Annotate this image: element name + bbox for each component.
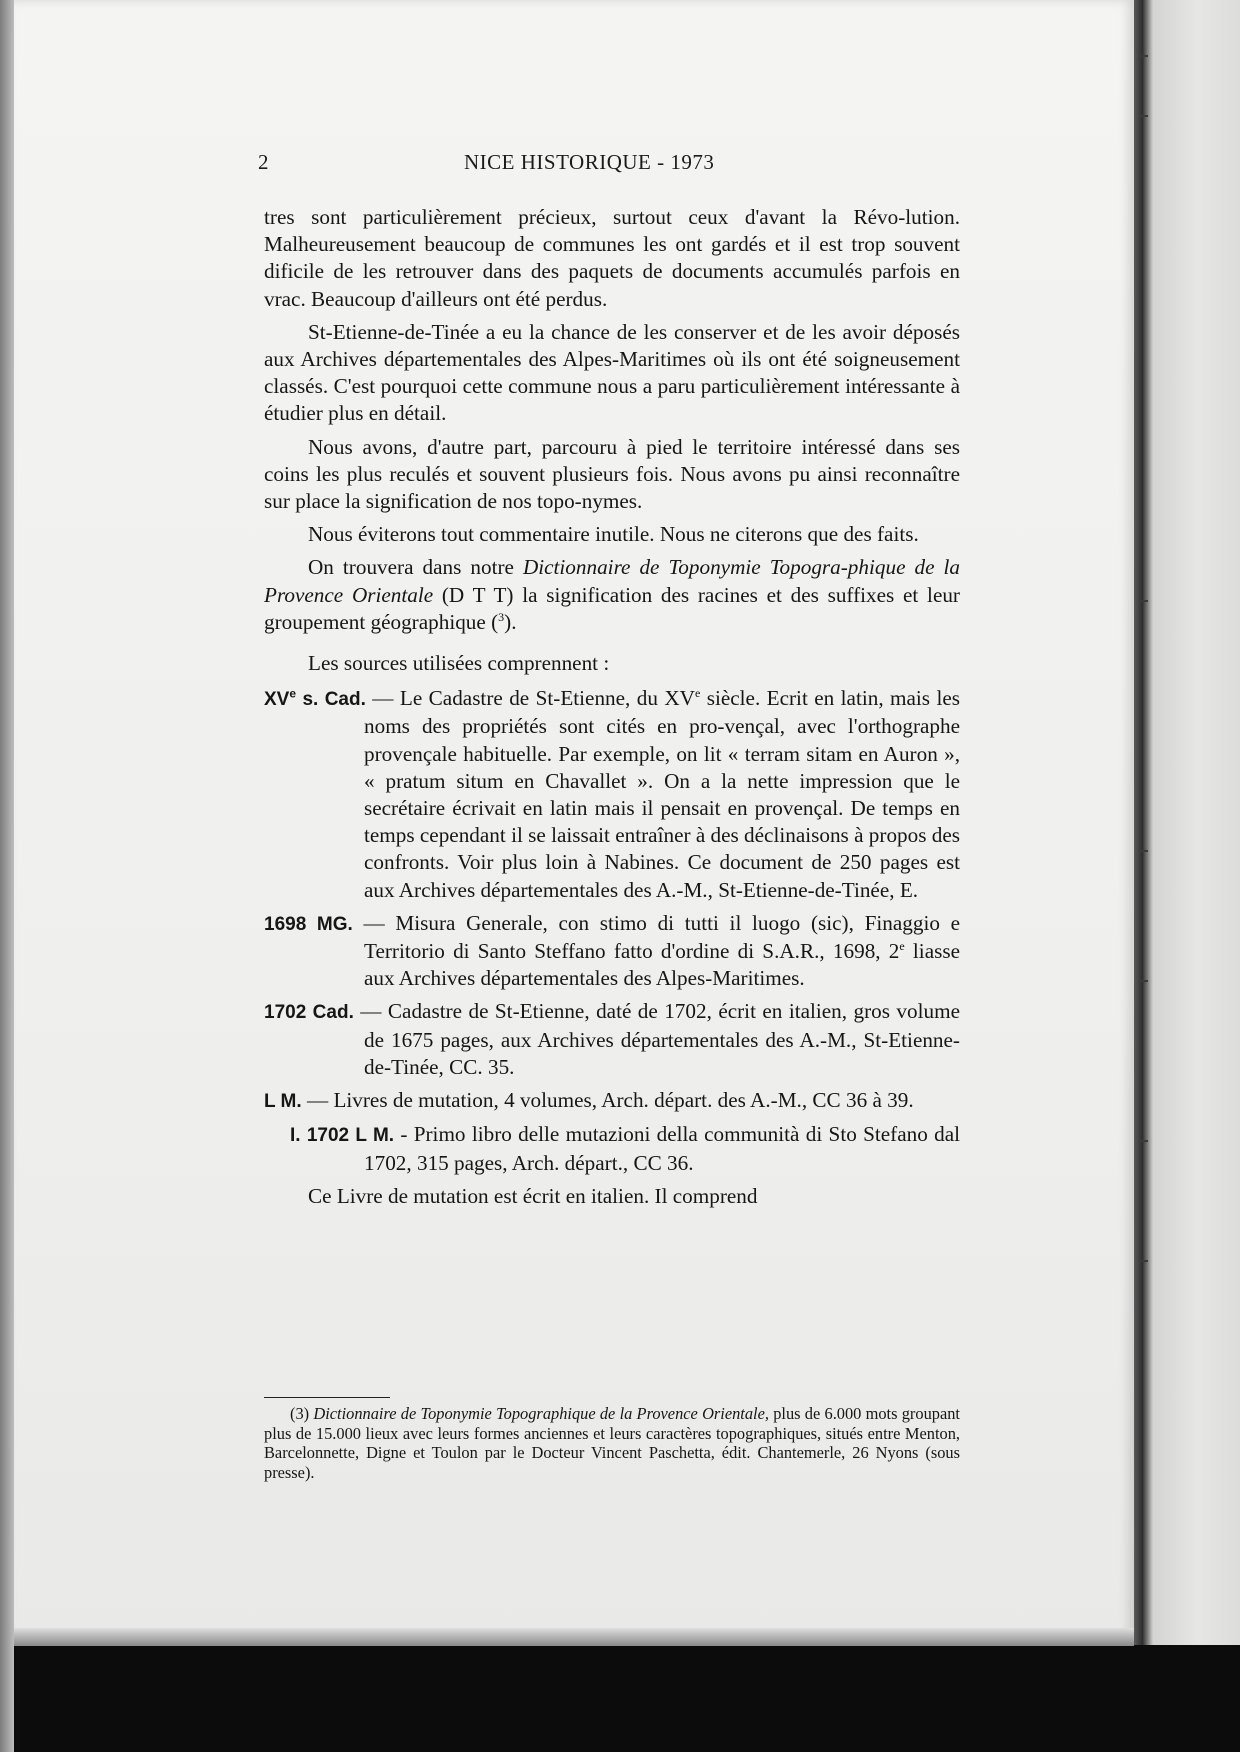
source-entry: I. 1702 L M. - Primo libro delle mutazioni della communità di Sto Stefano dal 1702, 315 pages, Arch. départ., CC 36. bbox=[290, 1122, 961, 1175]
source-entry: XVe s. Cad. — Le Cadastre de St-Etienne, du XVe siècle. Ecrit en latin, mais les noms des propriétés sont cités en pro-vençal, avec l'orthographe provençale habituelle. Par exemple, on lit « terram sitam en Auron », « pratum situm en Chavallet ». On a la nette impression que le secrétaire écrivait en latin mais il pensait en provençal. De temps en temps cependant il se laissait entraîner à des déclinaisons à propos des confronts. Voir plus loin à Nabines. Ce document de 250 pages est aux Archives départementales des A.-M., St-Etienne-de-Tinée, E. bbox=[264, 686, 961, 902]
footnote-rule bbox=[264, 1397, 390, 1398]
footnote-marker: (3) bbox=[290, 1404, 310, 1423]
paragraph-5: On trouvera dans notre Dictionnaire de Toponymie Topogra-phique de la Provence Orientale (D T T) la signification des racines et des suffixes et leur groupement géographique ($^3$). bbox=[264, 555, 960, 634]
page-fold-right bbox=[1134, 0, 1240, 1645]
paragraph-3: Nous avons, d'autre part, parcouru à pied le territoire intéressé dans ses coins les plus reculés et souvent plusieurs fois. Nous avons pu ainsi reconnaître sur place la signification de nos topo-nymes. bbox=[264, 434, 960, 514]
source-entry: 1698 MG. — Misura Generale, con stimo di tutti il luogo (sic), Finaggio e Territorio di Santo Steffano fatto d'ordine di S.A.R., 1698, 2e liasse aux Archives départementales des Alpes-Maritimes. bbox=[264, 910, 961, 991]
running-title: NICE HISTORIQUE - 1973 bbox=[464, 150, 715, 174]
source-code: XVe s. Cad. bbox=[264, 686, 366, 711]
page-header bbox=[258, 150, 958, 180]
paragraph-2: St-Etienne-de-Tinée a eu la chance de les conserver et de les avoir déposés aux Archives départementales des Alpes-Maritimes où ils ont été soigneusement classés. C'est pourquoi cette commune nous a paru particulièrement intéressante à étudier plus en détail. bbox=[264, 319, 960, 426]
source-code: L M. bbox=[264, 1091, 302, 1113]
source-entry: L M. — Livres de mutation, 4 volumes, Arch. départ. des A.-M., CC 36 à 39. bbox=[264, 1088, 914, 1113]
page-bottom-edge bbox=[14, 1628, 1134, 1646]
sources-intro: Les sources utilisées comprennent : bbox=[308, 651, 610, 676]
last-line: Ce Livre de mutation est écrit en italien. Il comprend bbox=[308, 1183, 758, 1208]
source-entry: 1702 Cad. — Cadastre de St-Etienne, daté de 1702, écrit en italien, gros volume de 1675 pages, aux Archives départementales des A.-M., St-Etienne-de-Tinée, CC. 35. bbox=[264, 999, 960, 1079]
paragraph-4: Nous éviterons tout commentaire inutile. Nous ne citerons que des faits. bbox=[308, 522, 919, 547]
footnote-title: Dictionnaire de Toponymie Topographique de la Provence Orientale, bbox=[313, 1404, 769, 1423]
paragraph-1: tres sont particulièrement précieux, surtout ceux d'avant la Révo-lution. Malheureusement beaucoup de communes les ont gardés et il est trop souvent dificile de les retrouver dans des paquets de documents accumulés parfois en vrac. Beaucoup d'ailleurs ont été perdus. bbox=[264, 205, 960, 311]
page-number: 2 bbox=[258, 150, 269, 174]
body-text bbox=[264, 204, 960, 1216]
footnote-3: (3) Dictionnaire de Toponymie Topographique de la Provence Orientale, plus de 6.000 mots groupant plus de 15.000 lieux avec leurs formes anciennes et leurs caractères topographiques, situés entre Menton, Barcelonnette, Digne et Toulon par le Docteur Vincent Paschetta, édit. Chantemerle, 26 Nyons (sous presse). bbox=[264, 1404, 960, 1482]
footnote-ref-3[interactable]: 3 bbox=[498, 609, 505, 624]
source-code: 1698 MG. bbox=[264, 913, 353, 935]
source-code: 1702 Cad. bbox=[264, 1002, 354, 1024]
scanner-edge-left bbox=[0, 0, 14, 1752]
source-code: I. 1702 L M. bbox=[290, 1125, 395, 1147]
dtt-title: Dictionnaire de Toponymie Topogra-phique de la Provence Orientale bbox=[264, 555, 960, 607]
